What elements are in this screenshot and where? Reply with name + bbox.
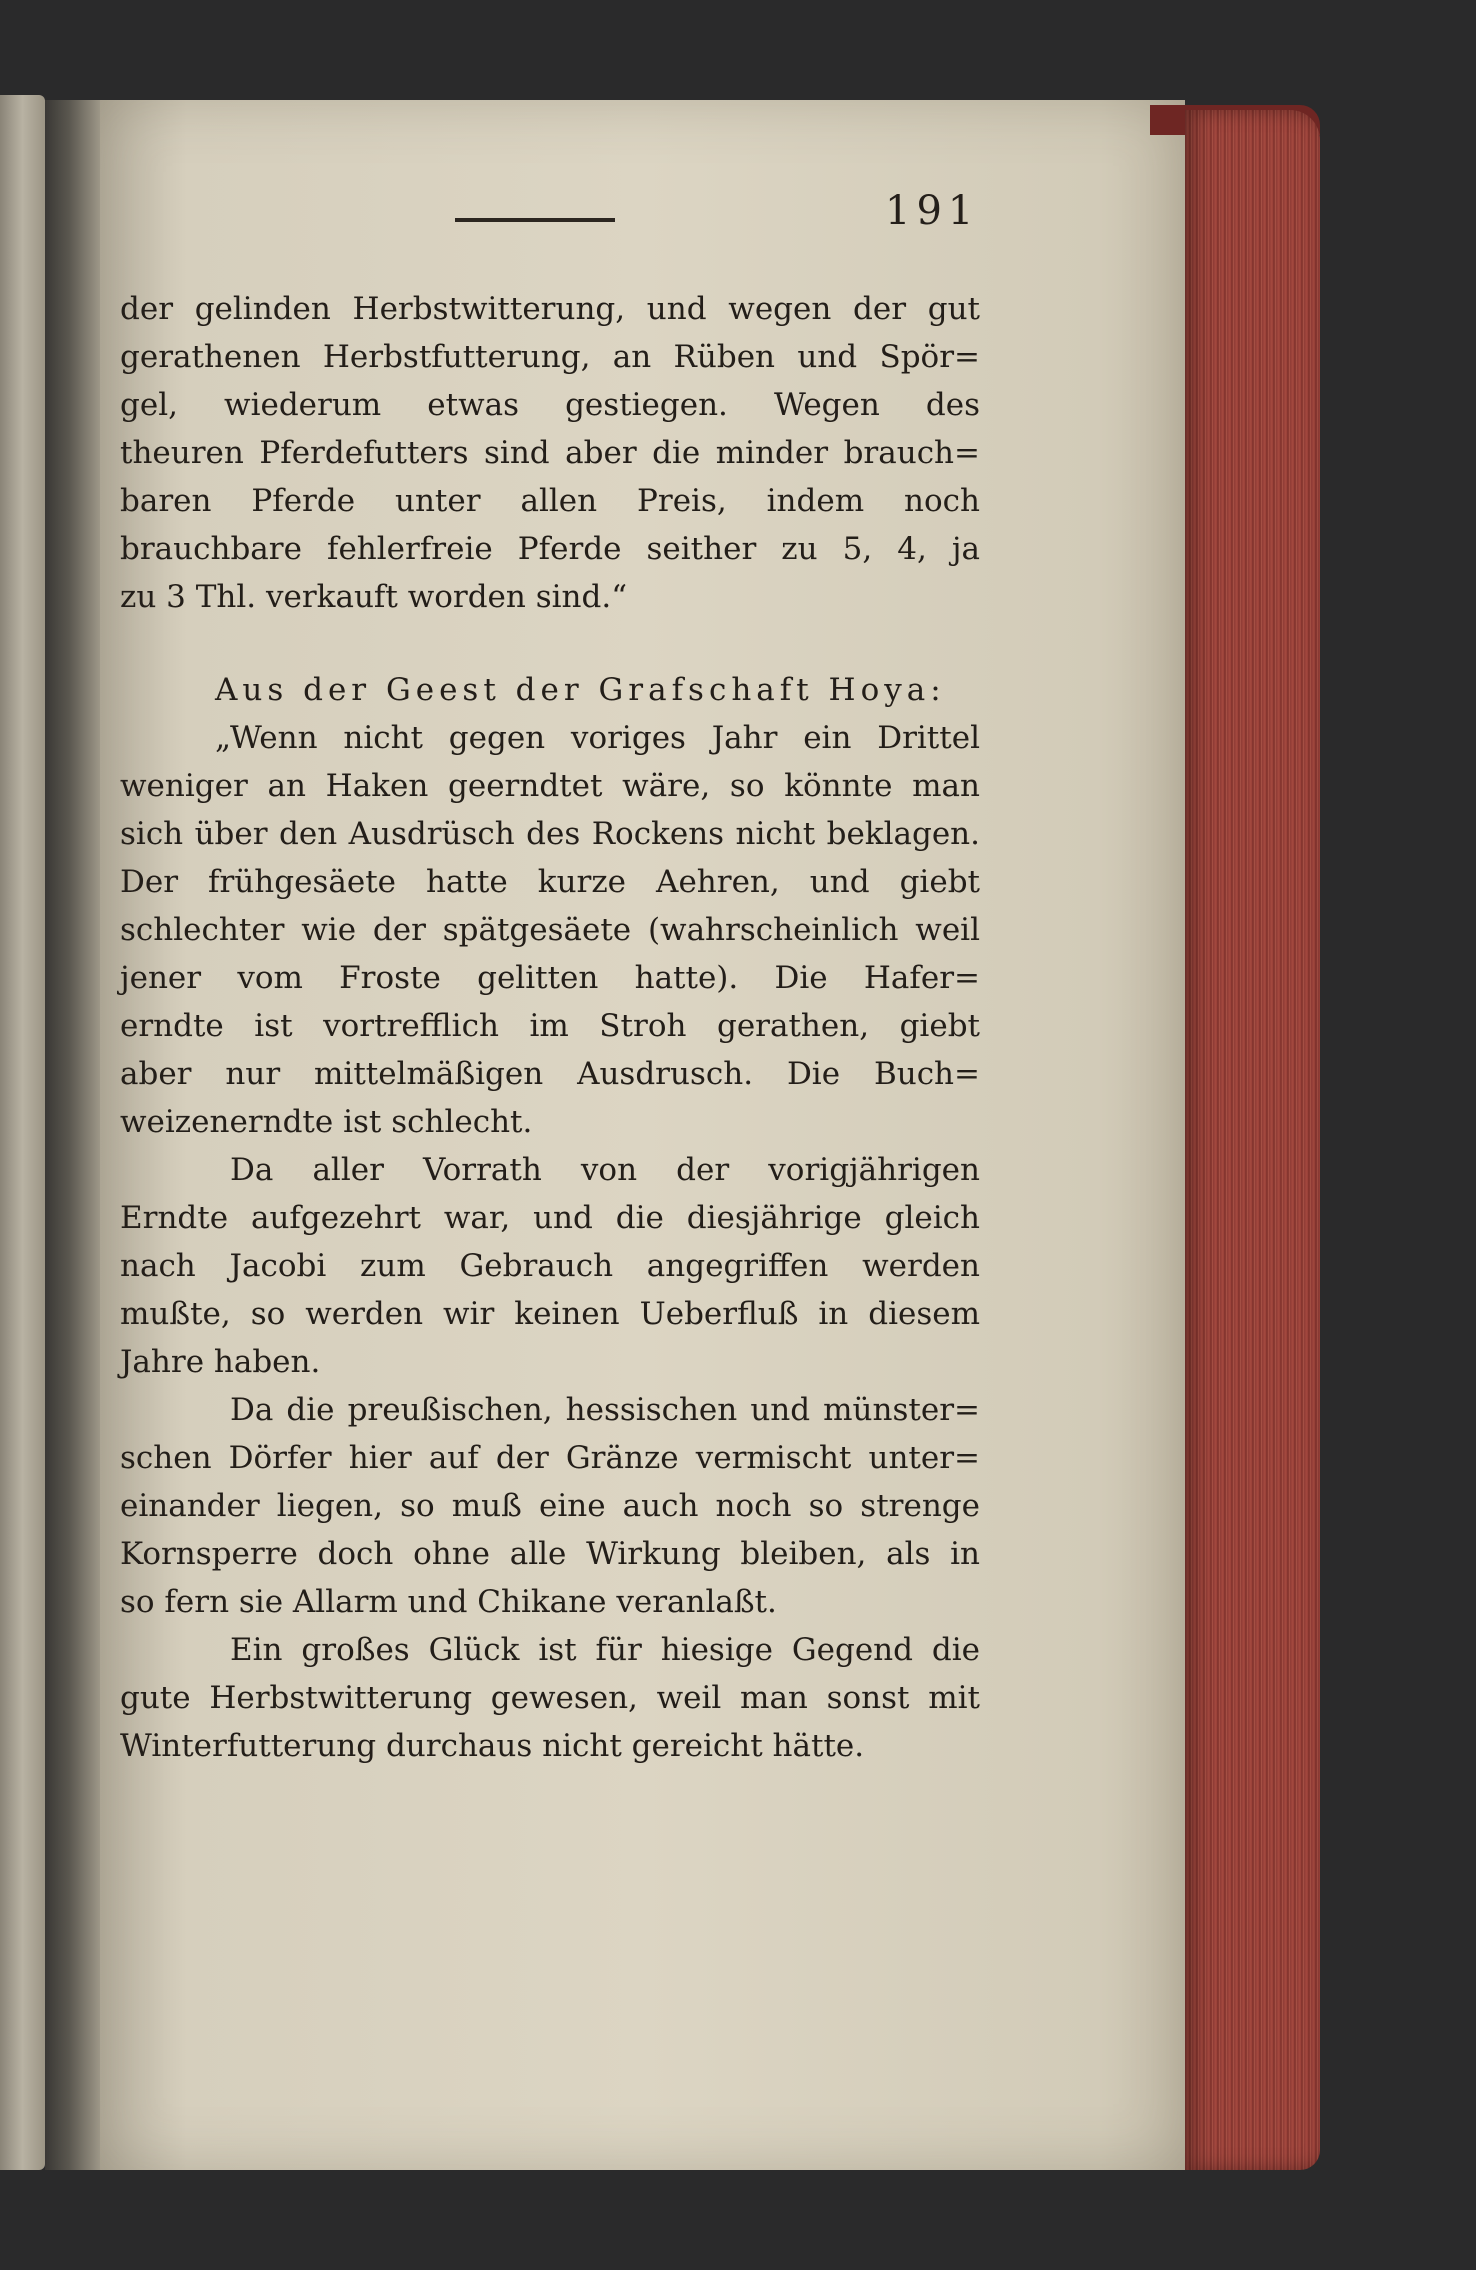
- text-line: einander liegen, so muß eine auch noch so strenge: [120, 1488, 980, 1524]
- section-heading: Aus der Geest der Grafschaft Hoya:: [215, 672, 946, 708]
- text-line: erndte ist vortrefflich im Stroh gerathen, giebt: [120, 1008, 980, 1044]
- text-line: so fern sie Allarm und Chikane veranlaßt.: [120, 1584, 777, 1620]
- text-line: Da die preußischen, hessischen und münster=: [230, 1392, 980, 1428]
- text-line: jener vom Froste gelitten hatte). Die Hafer=: [120, 960, 980, 996]
- text-line: baren Pferde unter allen Preis, indem noch: [120, 483, 980, 519]
- text-line: Ein großes Glück ist für hiesige Gegend die: [230, 1632, 980, 1668]
- text-line: „Wenn nicht gegen voriges Jahr ein Drittel: [215, 720, 980, 756]
- page-number: 191: [885, 188, 980, 234]
- text-line: weizenerndte ist schlecht.: [120, 1104, 533, 1140]
- text-line: Erndte aufgezehrt war, und die diesjährige gleich: [120, 1200, 980, 1236]
- text-line: schen Dörfer hier auf der Gränze vermischt unter=: [120, 1440, 980, 1476]
- text-line: sich über den Ausdrüsch des Rockens nicht beklagen.: [120, 816, 980, 852]
- text-line: mußte, so werden wir keinen Ueberfluß in diesem: [120, 1296, 980, 1332]
- text-line: Da aller Vorrath von der vorigjährigen: [230, 1152, 980, 1188]
- text-line: Kornsperre doch ohne alle Wirkung bleiben, als in: [120, 1536, 980, 1572]
- text-line: gel, wiederum etwas gestiegen. Wegen des: [120, 387, 980, 423]
- text-line: Winterfutterung durchaus nicht gereicht hätte.: [120, 1728, 865, 1764]
- text-line: weniger an Haken geerndtet wäre, so könnte man: [120, 768, 980, 804]
- left-page-edge: [0, 95, 45, 2170]
- text-line: gerathenen Herbstfutterung, an Rüben und Spör=: [120, 339, 980, 375]
- text-line: gute Herbstwitterung gewesen, weil man sonst mit: [120, 1680, 980, 1716]
- text-line: Jahre haben.: [120, 1344, 321, 1380]
- red-page-edges: [1185, 110, 1320, 2170]
- text-line: aber nur mittelmäßigen Ausdrusch. Die Buch=: [120, 1056, 980, 1092]
- book-gutter: [45, 100, 105, 2170]
- page-text: [120, 285, 980, 1770]
- text-line: schlechter wie der spätgesäete (wahrscheinlich weil: [120, 912, 980, 948]
- text-line: brauchbare fehlerfreie Pferde seither zu 5, 4, ja: [120, 531, 980, 567]
- text-line: theuren Pferdefutters sind aber die minder brauch=: [120, 435, 980, 471]
- text-line: der gelinden Herbstwitterung, und wegen der gut: [120, 291, 980, 327]
- text-line: Der frühgesäete hatte kurze Aehren, und giebt: [120, 864, 980, 900]
- text-line: zu 3 Thl. verkauft worden sind.“: [120, 579, 628, 615]
- header-rule: [455, 218, 615, 222]
- text-line: nach Jacobi zum Gebrauch angegriffen werden: [120, 1248, 980, 1284]
